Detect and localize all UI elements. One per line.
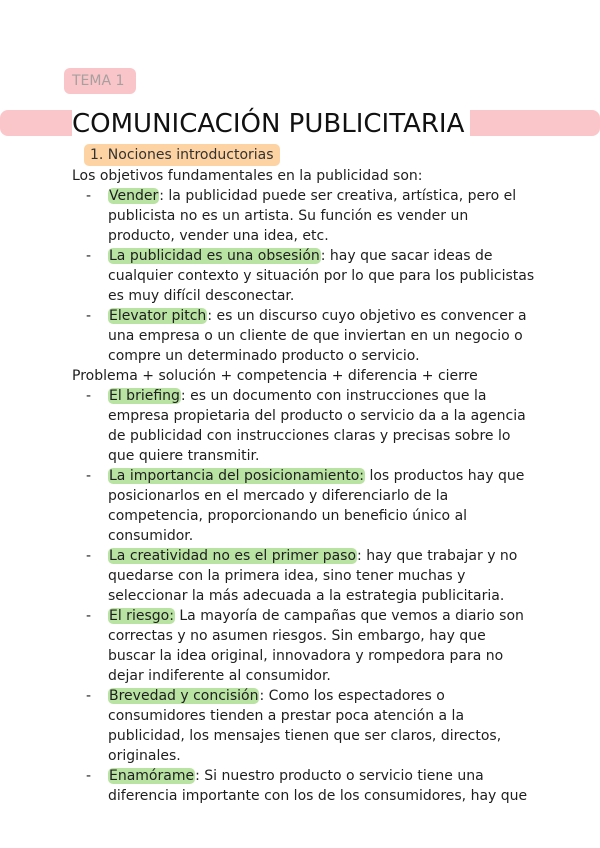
item-text: : Si nuestro producto o servicio tiene una diferencia importante con los de los consumidores, hay que (108, 768, 528, 804)
list-item: - Vender: la publicidad puede ser creativa, artística, pero el publicista no es un artista. Su función es vender un producto, vender una idea, etc. (86, 188, 517, 244)
list-item: - El riesgo: La mayoría de campañas que vemos a diario son correctas y no asumen riesgos. Sin embargo, hay que buscar la idea original, innovadora y rompedora para no dejar indiferente al consumidor. (86, 608, 524, 684)
list-item: - El briefing: es un documento con instrucciones que la empresa propietaria del producto o servicio da a la agencia de publicidad con instrucciones claras y precisas sobre lo que quiere transmitir. (86, 388, 526, 464)
highlighted-term: El riesgo: (109, 608, 174, 624)
list-item: - Brevedad y concisión: Como los espectadores o consumidores tienden a prestar poca atención a la publicidad, los mensajes tienen que ser claros, directos, originales. (86, 688, 502, 764)
list-item: - La importancia del posicionamiento: los productos hay que posicionarlos en el mercado y diferenciarlo de la competencia, proporcionando un beneficio único al consumidor. (86, 468, 525, 544)
highlighted-term: Elevator pitch (109, 308, 207, 324)
objectives-list (86, 186, 536, 366)
item-text: : es un discurso cuyo objetivo es convencer a una empresa o un cliente de que inviertan en un negocio o compre un determinado producto o servicio. (108, 308, 527, 364)
list-item: - La publicidad es una obsesión: hay que sacar ideas de cualquier contexto y situación por lo que para los publicistas es muy difícil desconectar. (86, 248, 535, 304)
list-item: - La creatividad no es el primer paso: hay que trabajar y no quedarse con la primera idea, sino tener muchas y seleccionar la más adecuada a la estrategia publicitaria. (86, 548, 518, 604)
highlighted-term: El briefing (109, 388, 180, 404)
highlighted-term: La publicidad es una obsesión (109, 248, 320, 264)
page-title: COMUNICACIÓN PUBLICITARIA (72, 106, 470, 142)
item-text: : es un documento con instrucciones que la empresa propietaria del producto o servicio da a la agencia de publicidad con instrucciones claras y precisas sobre lo que quiere transmitir. (108, 388, 526, 464)
item-text: los productos hay que posicionarlos en el mercado y diferenciarlo de la competencia, proporcionando un beneficio único al consumidor. (108, 468, 525, 544)
tema-label: TEMA 1 (64, 68, 136, 94)
section-subheading: 1. Nociones introductorias (84, 144, 280, 166)
highlighted-term: La importancia del posicionamiento: (109, 468, 364, 484)
highlighted-term: Brevedad y concisión (109, 688, 259, 704)
highlighted-term: Enamórame (109, 768, 195, 784)
list-item: - Enamórame: Si nuestro producto o servicio tiene una diferencia importante con los de los consumidores, hay que (86, 768, 528, 804)
item-text: La mayoría de campañas que vemos a diario son correctas y no asumen riesgos. Sin embargo, hay que buscar la idea original, innovadora y rompedora para no dejar indiferente al consumidor. (108, 608, 524, 684)
objectives-intro: Los objetivos fundamentales en la publicidad son: (72, 168, 423, 184)
item-text: : hay que sacar ideas de cualquier contexto y situación por lo que para los publicistas es muy difícil desconectar. (108, 248, 535, 304)
highlighted-term: La creatividad no es el primer paso (109, 548, 357, 564)
list-item: - Elevator pitch: es un discurso cuyo objetivo es convencer a una empresa o un cliente de que inviertan en un negocio o compre un determinado producto o servicio. (86, 308, 527, 364)
highlighted-term: Vender (109, 188, 159, 204)
item-text: : hay que trabajar y no quedarse con la primera idea, sino tener muchas y seleccionar la más adecuada a la estrategia publicitaria. (108, 548, 518, 604)
item-text: : Como los espectadores o consumidores tienden a prestar poca atención a la publicidad, los mensajes tienen que ser claros, directos, originales. (108, 688, 502, 764)
item-text: : la publicidad puede ser creativa, artística, pero el publicista no es un artista. Su función es vender un producto, vender una idea, etc. (108, 188, 517, 244)
pitch-structure: Problema + solución + competencia + diferencia + cierre (72, 368, 478, 384)
principles-list (86, 386, 536, 806)
